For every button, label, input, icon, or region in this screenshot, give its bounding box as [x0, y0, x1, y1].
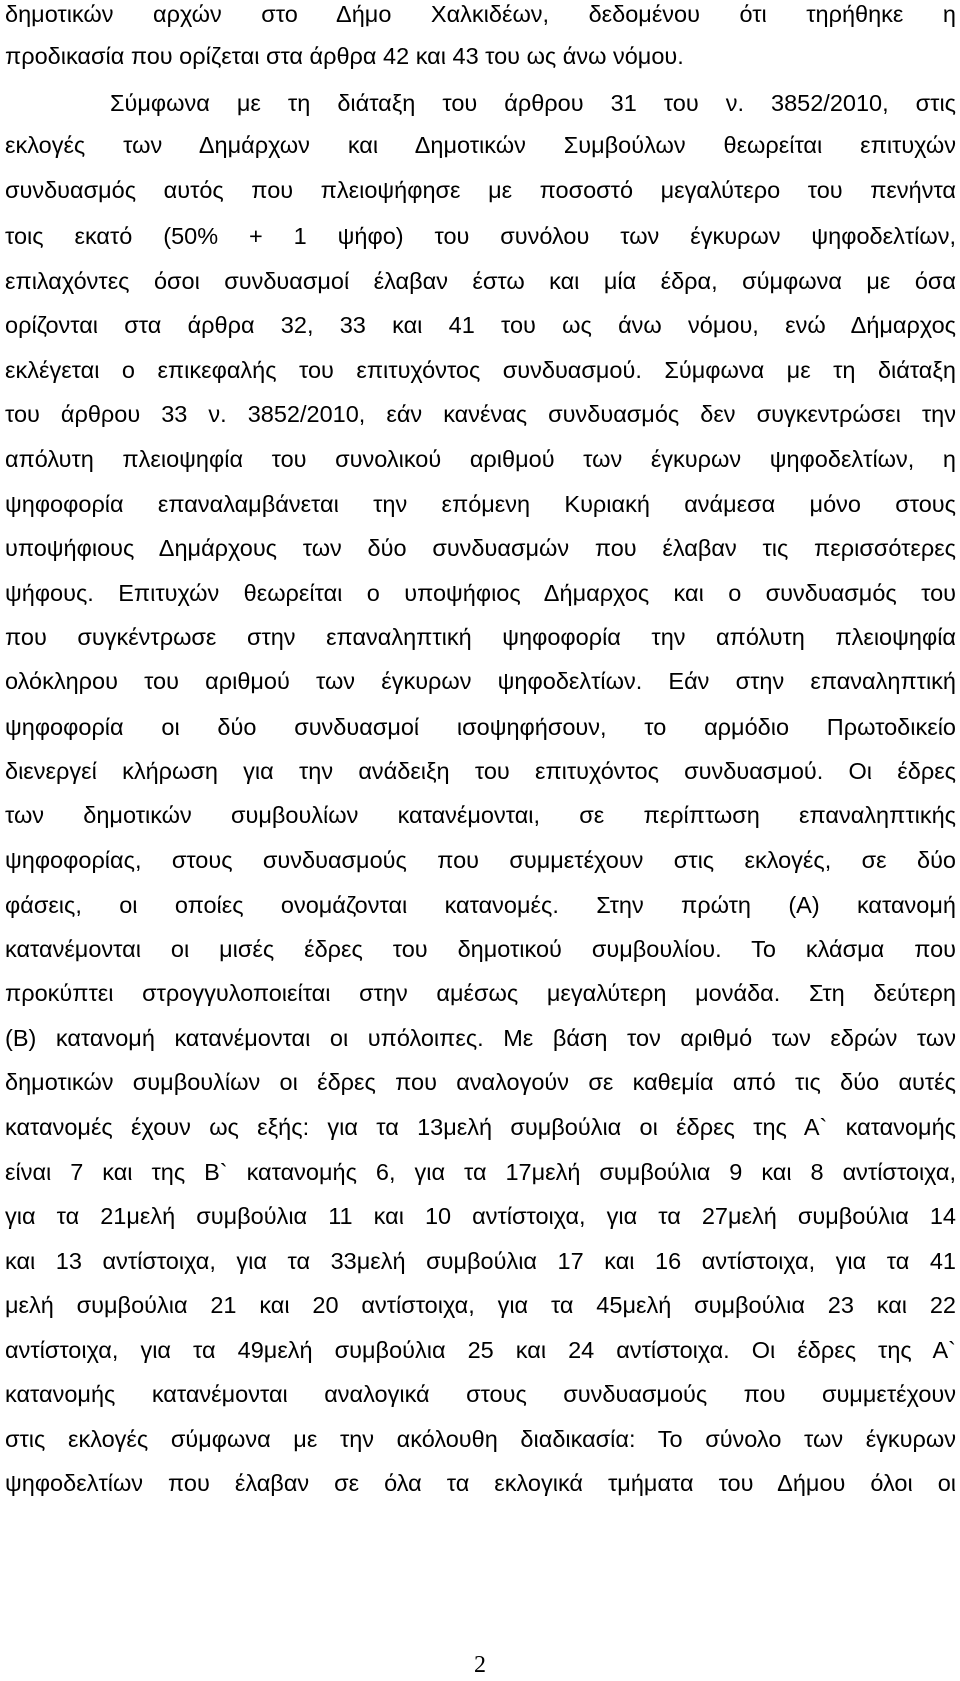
text-line: (Β) κατανομή κατανέμονται οι υπόλοιπες. Με βάση τον αριθμό των εδρών των [5, 1025, 956, 1051]
text-line: και 13 αντίστοιχα, για τα 33μελή συμβούλια 17 και 16 αντίστοιχα, για τα 41 [5, 1248, 956, 1274]
text-line: ψηφοφορία οι δύο συνδυασμοί ισοψηφήσουν, το αρμόδιο Πρωτοδικείο [5, 714, 956, 740]
text-line: τοις εκατό (50% + 1 ψήφο) του συνόλου των έγκυρων ψηφοδελτίων, [5, 223, 956, 249]
text-line: φάσεις, οι οποίες ονομάζονται κατανομές. Στην πρώτη (Α) κατανομή [5, 892, 956, 918]
text-line: δημοτικών συμβουλίων οι έδρες που αναλογούν σε καθεμία από τις δύο αυτές [5, 1069, 956, 1095]
text-line: επιλαχόντες όσοι συνδυασμοί έλαβαν έστω και μία έδρα, σύμφωνα με όσα [5, 268, 956, 294]
text-line: εκλογές των Δημάρχων και Δημοτικών Συμβούλων θεωρείται επιτυχών [5, 132, 956, 158]
text-line: ολόκληρου του αριθμού των έγκυρων ψηφοδελτίων. Εάν στην επαναληπτική [5, 668, 956, 694]
text-line: κατανέμονται οι μισές έδρες του δημοτικού συμβουλίου. Το κλάσμα που [5, 936, 956, 962]
text-line: δημοτικών αρχών στο Δήμο Χαλκιδέων, δεδομένου ότι τηρήθηκε η [5, 1, 956, 27]
text-line: συνδυασμός αυτός που πλειοψήφησε με ποσοστό μεγαλύτερο του πενήντα [5, 177, 956, 203]
text-line: διενεργεί κλήρωση για την ανάδειξη του επιτυχόντος συνδυασμού. Οι έδρες [5, 758, 956, 784]
text-line: Σύμφωνα με τη διάταξη του άρθρου 31 του ν. 3852/2010, στις [110, 90, 956, 116]
text-line: είναι 7 και της Β` κατανομής 6, για τα 17μελή συμβούλια 9 και 8 αντίστοιχα, [5, 1159, 956, 1185]
text-line: του άρθρου 33 ν. 3852/2010, εάν κανένας συνδυασμός δεν συγκεντρώσει την [5, 401, 956, 427]
text-line: απόλυτη πλειοψηφία του συνολικού αριθμού των έγκυρων ψηφοδελτίων, η [5, 446, 956, 472]
text-line: ψηφοφορίας, στους συνδυασμούς που συμμετέχουν στις εκλογές, σε δύο [5, 847, 956, 873]
text-line: εκλέγεται ο επικεφαλής του επιτυχόντος συνδυασμού. Σύμφωνα με τη διάταξη [5, 357, 956, 383]
text-line: ψηφοδελτίων που έλαβαν σε όλα τα εκλογικά τμήματα του Δήμου όλοι οι [5, 1470, 956, 1496]
text-line: ψηφοφορία επαναλαμβάνεται την επόμενη Κυριακή ανάμεσα μόνο στους [5, 491, 956, 517]
text-line: αντίστοιχα, για τα 49μελή συμβούλια 25 και 24 αντίστοιχα. Οι έδρες της Α` [5, 1337, 956, 1363]
text-line: για τα 21μελή συμβούλια 11 και 10 αντίστοιχα, για τα 27μελή συμβούλια 14 [5, 1203, 956, 1229]
text-line: κατανομής κατανέμονται αναλογικά στους συνδυασμούς που συμμετέχουν [5, 1381, 956, 1407]
text-line: μελή συμβούλια 21 και 20 αντίστοιχα, για τα 45μελή συμβούλια 23 και 22 [5, 1292, 956, 1318]
text-line: στις εκλογές σύμφωνα με την ακόλουθη διαδικασία: Το σύνολο των έγκυρων [5, 1426, 956, 1452]
text-line: προδικασία που ορίζεται στα άρθρα 42 και 43 του ως άνω νόμου. [5, 43, 684, 69]
text-line: ψήφους. Επιτυχών θεωρείται ο υποψήφιος Δήμαρχος και ο συνδυασμός του [5, 580, 956, 606]
text-line: υποψήφιους Δημάρχους των δύο συνδυασμών που έλαβαν τις περισσότερες [5, 535, 956, 561]
text-line: των δημοτικών συμβουλίων κατανέμονται, σε περίπτωση επαναληπτικής [5, 802, 956, 828]
page-number: 2 [474, 1652, 486, 1678]
text-line: κατανομές έχουν ως εξής: για τα 13μελή συμβούλια οι έδρες της Α` κατανομής [5, 1114, 956, 1140]
text-line: προκύπτει στρογγυλοποιείται στην αμέσως μεγαλύτερη μονάδα. Στη δεύτερη [5, 980, 956, 1006]
text-line: ορίζονται στα άρθρα 32, 33 και 41 του ως άνω νόμου, ενώ Δήμαρχος [5, 312, 956, 338]
text-line: που συγκέντρωσε στην επαναληπτική ψηφοφορία την απόλυτη πλειοψηφία [5, 624, 956, 650]
